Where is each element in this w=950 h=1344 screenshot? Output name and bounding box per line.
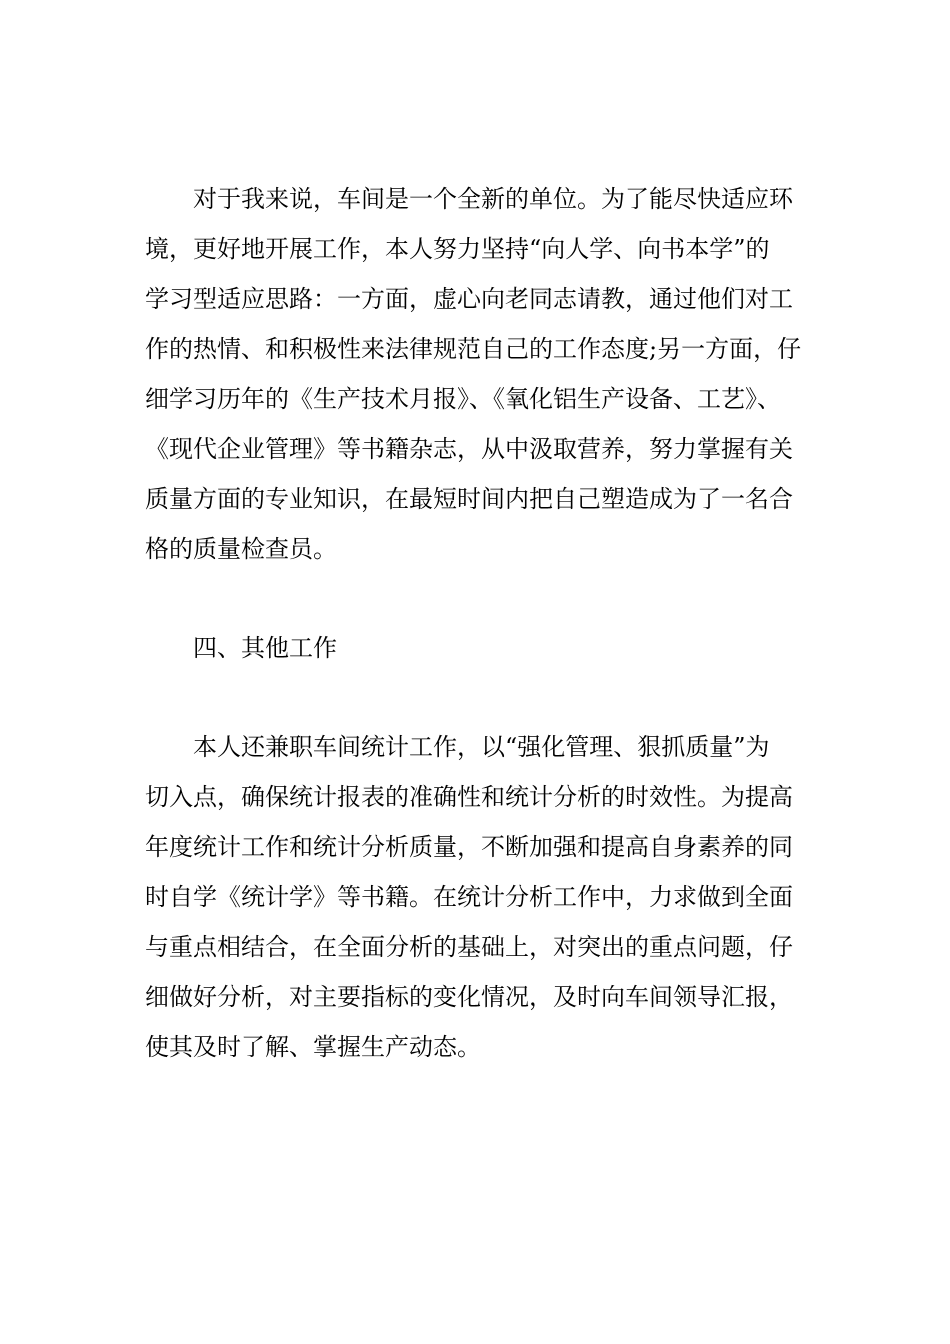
paragraph-line: 《现代企业管理》等书籍杂志，从中汲取营养，努力掌握有关 bbox=[145, 435, 793, 463]
paragraph-line: 对于我来说，车间是一个全新的单位。为了能尽快适应环 bbox=[193, 185, 793, 213]
paragraph-line: 使其及时了解、掌握生产动态。 bbox=[145, 1033, 481, 1061]
paragraph-line: 切入点，确保统计报表的准确性和统计分析的时效性。为提高 bbox=[145, 783, 793, 811]
paragraph-line: 格的质量检查员。 bbox=[145, 535, 337, 563]
paragraph-line: 时自学《统计学》等书籍。在统计分析工作中，力求做到全面 bbox=[145, 883, 793, 911]
section-heading-other-work bbox=[145, 623, 805, 673]
paragraph-line: 本人还兼职车间统计工作，以“强化管理、狠抓质量”为 bbox=[193, 733, 770, 761]
paragraph-line: 质量方面的专业知识，在最短时间内把自己塑造成为了一名合 bbox=[145, 485, 793, 513]
section-heading: 四、其他工作 bbox=[193, 634, 337, 662]
paragraph-line: 细学习历年的《生产技术月报》、《氧化铝生产设备、工艺》、 bbox=[145, 385, 781, 413]
paragraph-line: 作的热情、和积极性来法律规范自己的工作态度;另一方面，仔 bbox=[145, 335, 802, 363]
paragraph-line: 学习型适应思路：一方面，虚心向老同志请教，通过他们对工 bbox=[145, 285, 793, 313]
paragraph-statistics-work bbox=[145, 722, 805, 1072]
paragraph-line: 年度统计工作和统计分析质量，不断加强和提高自身素养的同 bbox=[145, 833, 793, 861]
paragraph-line: 细做好分析，对主要指标的变化情况，及时向车间领导汇报， bbox=[145, 983, 793, 1011]
paragraph-line: 与重点相结合，在全面分析的基础上，对突出的重点问题，仔 bbox=[145, 933, 793, 961]
paragraph-self-study bbox=[145, 174, 805, 574]
paragraph-line: 境，更好地开展工作，本人努力坚持“向人学、向书本学”的 bbox=[145, 235, 770, 263]
